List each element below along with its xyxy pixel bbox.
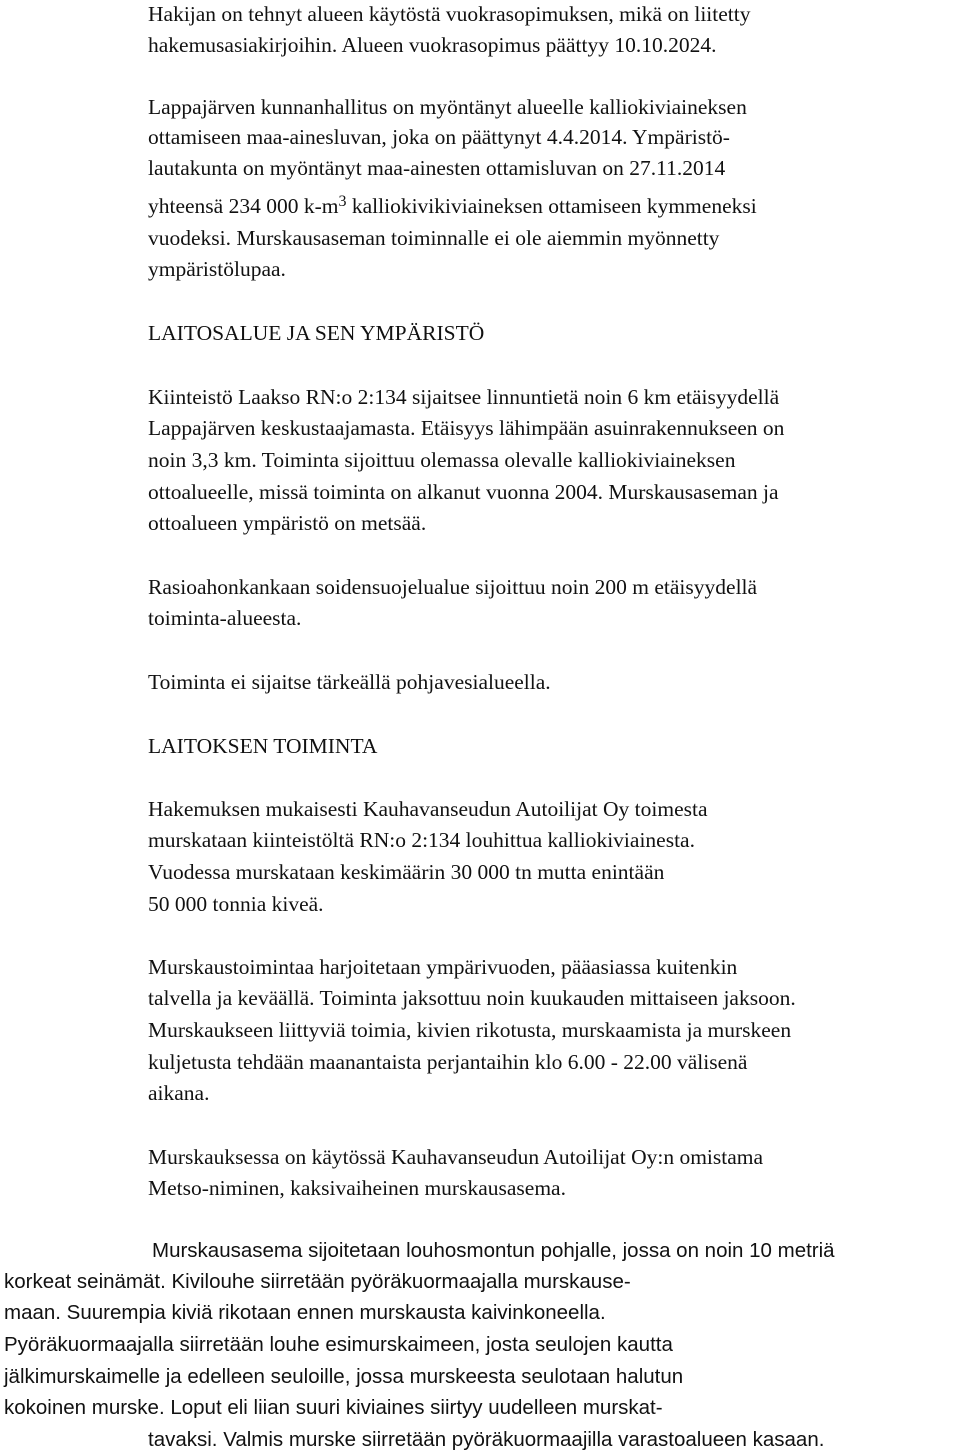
line-text: kalliokivikiviaineksen ottamiseen kymmeneksi (346, 194, 757, 218)
line-text: yhteensä 234 000 k-m (148, 194, 339, 218)
paragraph-line: Lappajärven keskustaajamasta. Etäisyys lähimpään asuinrakennukseen on (148, 416, 785, 440)
paragraph-line: jälkimurskaimelle ja edelleen seuloille, jossa murskeesta seulotaan halutun (4, 1365, 684, 1388)
paragraph-line (148, 193, 757, 218)
paragraph-line: kokoinen murske. Loput eli liian suuri kiviaines siirtyy uudelleen murskat- (4, 1396, 663, 1419)
paragraph-line: ottoalueelle, missä toiminta on alkanut vuonna 2004. Murskausaseman ja (148, 480, 779, 504)
paragraph-line: Murskausasema sijoitetaan louhosmontun pohjalle, jossa on noin 10 metriä (152, 1239, 835, 1262)
paragraph-line: ympäristölupaa. (148, 257, 286, 281)
paragraph-line: talvella ja keväällä. Toiminta jaksottuu noin kuukauden mittaiseen jaksoon. (148, 986, 796, 1010)
paragraph-line: lautakunta on myöntänyt maa-ainesten ottamisluvan on 27.11.2014 (148, 156, 726, 180)
paragraph-line: Murskaukseen liittyviä toimia, kivien rikotusta, murskaamista ja murskeen (148, 1018, 792, 1042)
paragraph-line: Lappajärven kunnanhallitus on myöntänyt alueelle kalliokiviaineksen (148, 95, 747, 119)
paragraph-line: Pyöräkuormaajalla siirretään louhe esimurskaimeen, josta seulojen kautta (4, 1333, 673, 1356)
paragraph-line: maan. Suurempia kiviä rikotaan ennen murskausta kaivinkoneella. (4, 1301, 606, 1324)
paragraph-line: ottamiseen maa-ainesluvan, joka on päättynyt 4.4.2014. Ympäristö- (148, 125, 730, 149)
paragraph-line: 50 000 tonnia kiveä. (148, 892, 324, 916)
paragraph-line: Vuodessa murskataan keskimäärin 30 000 tn mutta enintään (148, 860, 665, 884)
section-heading: LAITOSALUE JA SEN YMPÄRISTÖ (148, 321, 485, 345)
paragraph-line: tavaksi. Valmis murske siirretään pyöräkuormaajilla varastoalueen kasaan. (148, 1428, 825, 1451)
paragraph-line: Rasioahonkankaan soidensuojelualue sijoittuu noin 200 m etäisyydellä (148, 575, 758, 599)
superscript: 3 (338, 193, 347, 210)
section-heading: LAITOKSEN TOIMINTA (148, 734, 378, 758)
paragraph-line: kuljetusta tehdään maanantaista perjantaihin klo 6.00 - 22.00 välisenä (148, 1050, 748, 1074)
paragraph-line: toiminta-alueesta. (148, 606, 302, 630)
paragraph-line: ottoalueen ympäristö on metsää. (148, 511, 427, 535)
paragraph-line: Murskauksessa on käytössä Kauhavanseudun Autoilijat Oy:n omistama (148, 1145, 764, 1169)
paragraph-line: Metso-niminen, kaksivaiheinen murskausasema. (148, 1176, 566, 1200)
paragraph-line: Toiminta ei sijaitse tärkeällä pohjavesialueella. (148, 670, 551, 694)
paragraph-line: Kiinteistö Laakso RN:o 2:134 sijaitsee linnuntietä noin 6 km etäisyydellä (148, 385, 780, 409)
paragraph-line: Hakemuksen mukaisesti Kauhavanseudun Autoilijat Oy toimesta (148, 797, 708, 821)
paragraph-line: korkeat seinämät. Kivilouhe siirretään pyöräkuormaajalla murskause- (4, 1270, 631, 1293)
paragraph-line: Murskaustoimintaa harjoitetaan ympärivuoden, pääasiassa kuitenkin (148, 955, 738, 979)
paragraph-line: hakemusasiakirjoihin. Alueen vuokrasopimus päättyy 10.10.2024. (148, 33, 717, 57)
paragraph-line: vuodeksi. Murskausaseman toiminnalle ei ole aiemmin myönnetty (148, 226, 720, 250)
paragraph-line: Hakijan on tehnyt alueen käytöstä vuokrasopimuksen, mikä on liitetty (148, 2, 751, 26)
paragraph-line: murskataan kiinteistöltä RN:o 2:134 louhittua kalliokiviainesta. (148, 828, 695, 852)
paragraph-line: aikana. (148, 1081, 210, 1105)
paragraph-line: noin 3,3 km. Toiminta sijoittuu olemassa olevalle kalliokiviaineksen (148, 448, 736, 472)
